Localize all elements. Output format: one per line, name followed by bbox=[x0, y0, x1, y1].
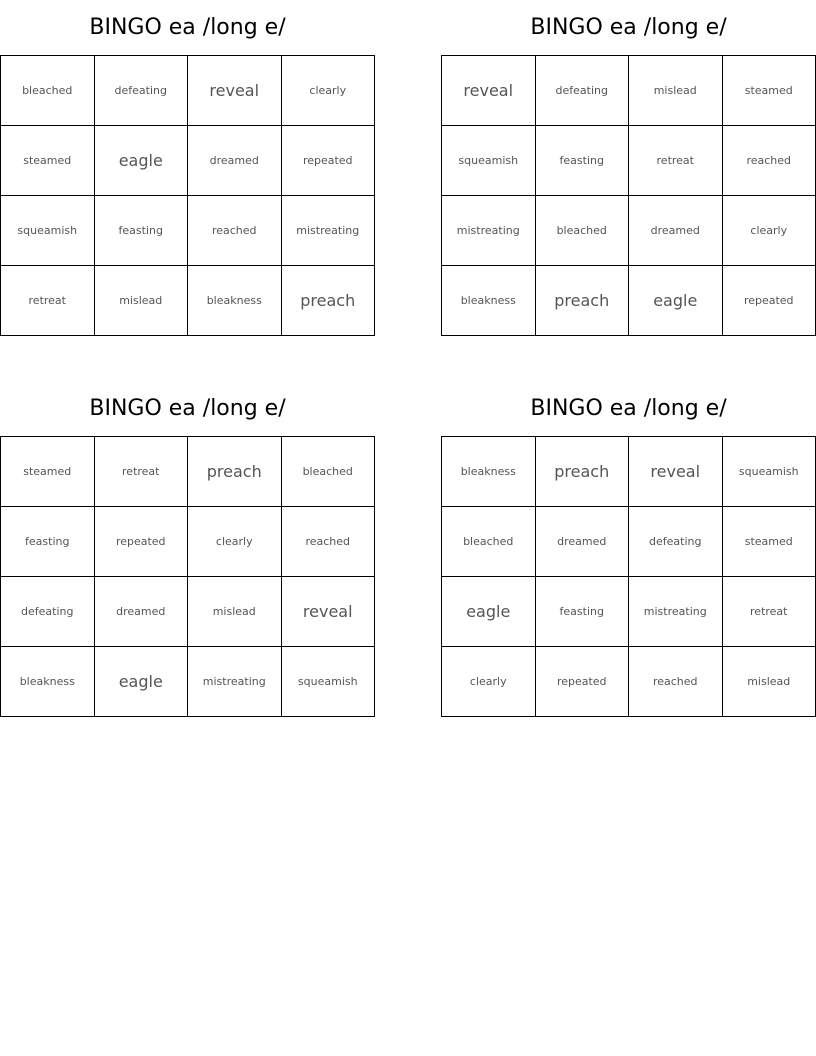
bingo-cell: preach bbox=[536, 266, 630, 336]
bingo-cell: mislead bbox=[95, 266, 189, 336]
bingo-cell: clearly bbox=[282, 56, 376, 126]
bingo-cell: repeated bbox=[282, 126, 376, 196]
bingo-cell: reveal bbox=[629, 437, 723, 507]
bingo-cell: bleached bbox=[282, 437, 376, 507]
bingo-cell: mistreating bbox=[188, 647, 282, 717]
bingo-cell: reveal bbox=[442, 56, 536, 126]
bingo-cell: steamed bbox=[1, 437, 95, 507]
bingo-cell: mislead bbox=[723, 647, 816, 717]
bingo-cell: preach bbox=[536, 437, 630, 507]
bingo-cell: squeamish bbox=[1, 196, 95, 266]
bingo-cell: bleached bbox=[1, 56, 95, 126]
bingo-cell: reached bbox=[723, 126, 816, 196]
bingo-cell: dreamed bbox=[188, 126, 282, 196]
bingo-cell: reached bbox=[188, 196, 282, 266]
bingo-cell: dreamed bbox=[95, 577, 189, 647]
bingo-cell: bleakness bbox=[442, 266, 536, 336]
bingo-card-2 bbox=[441, 0, 816, 336]
bingo-cell: dreamed bbox=[536, 507, 630, 577]
bingo-cell: reveal bbox=[188, 56, 282, 126]
bingo-cell: eagle bbox=[442, 577, 536, 647]
bingo-cell: steamed bbox=[723, 507, 816, 577]
bingo-cell: repeated bbox=[723, 266, 816, 336]
bingo-cell: mistreating bbox=[442, 196, 536, 266]
bingo-cell: bleached bbox=[442, 507, 536, 577]
bingo-cell: preach bbox=[188, 437, 282, 507]
bingo-cell: repeated bbox=[95, 507, 189, 577]
bingo-cell: mistreating bbox=[282, 196, 376, 266]
bingo-cell: reveal bbox=[282, 577, 376, 647]
bingo-cell: squeamish bbox=[723, 437, 816, 507]
bingo-cell: clearly bbox=[442, 647, 536, 717]
bingo-cell: eagle bbox=[95, 126, 189, 196]
card-title: BINGO ea /long e/ bbox=[530, 15, 727, 40]
bingo-cell: repeated bbox=[536, 647, 630, 717]
bingo-cell: eagle bbox=[95, 647, 189, 717]
bingo-cell: clearly bbox=[723, 196, 816, 266]
card-title: BINGO ea /long e/ bbox=[89, 15, 286, 40]
bingo-cell: bleakness bbox=[1, 647, 95, 717]
bingo-cell: dreamed bbox=[629, 196, 723, 266]
bingo-cell: squeamish bbox=[442, 126, 536, 196]
bingo-cell: retreat bbox=[629, 126, 723, 196]
bingo-cell: retreat bbox=[723, 577, 816, 647]
bingo-cell: defeating bbox=[1, 577, 95, 647]
bingo-grid bbox=[441, 55, 816, 336]
bingo-card-3 bbox=[0, 381, 375, 717]
bingo-cell: defeating bbox=[629, 507, 723, 577]
bingo-card-4 bbox=[441, 381, 816, 717]
bingo-grid bbox=[0, 436, 375, 717]
bingo-cell: retreat bbox=[95, 437, 189, 507]
bingo-cell: defeating bbox=[95, 56, 189, 126]
bingo-cell: eagle bbox=[629, 266, 723, 336]
bingo-cell: bleached bbox=[536, 196, 630, 266]
card-title: BINGO ea /long e/ bbox=[530, 396, 727, 421]
bingo-cell: mistreating bbox=[629, 577, 723, 647]
bingo-cell: reached bbox=[282, 507, 376, 577]
bingo-card-1 bbox=[0, 0, 375, 336]
bingo-cell: squeamish bbox=[282, 647, 376, 717]
bingo-cell: feasting bbox=[95, 196, 189, 266]
bingo-cell: bleakness bbox=[188, 266, 282, 336]
bingo-cell: clearly bbox=[188, 507, 282, 577]
bingo-cell: feasting bbox=[1, 507, 95, 577]
bingo-grid bbox=[0, 55, 375, 336]
bingo-cell: preach bbox=[282, 266, 376, 336]
bingo-cell: steamed bbox=[1, 126, 95, 196]
bingo-cell: reached bbox=[629, 647, 723, 717]
bingo-cell: mislead bbox=[188, 577, 282, 647]
bingo-cell: feasting bbox=[536, 126, 630, 196]
bingo-cell: feasting bbox=[536, 577, 630, 647]
bingo-cell: mislead bbox=[629, 56, 723, 126]
bingo-cell: steamed bbox=[723, 56, 816, 126]
bingo-cell: retreat bbox=[1, 266, 95, 336]
bingo-cell: defeating bbox=[536, 56, 630, 126]
card-title: BINGO ea /long e/ bbox=[89, 396, 286, 421]
bingo-grid bbox=[441, 436, 816, 717]
bingo-cell: bleakness bbox=[442, 437, 536, 507]
